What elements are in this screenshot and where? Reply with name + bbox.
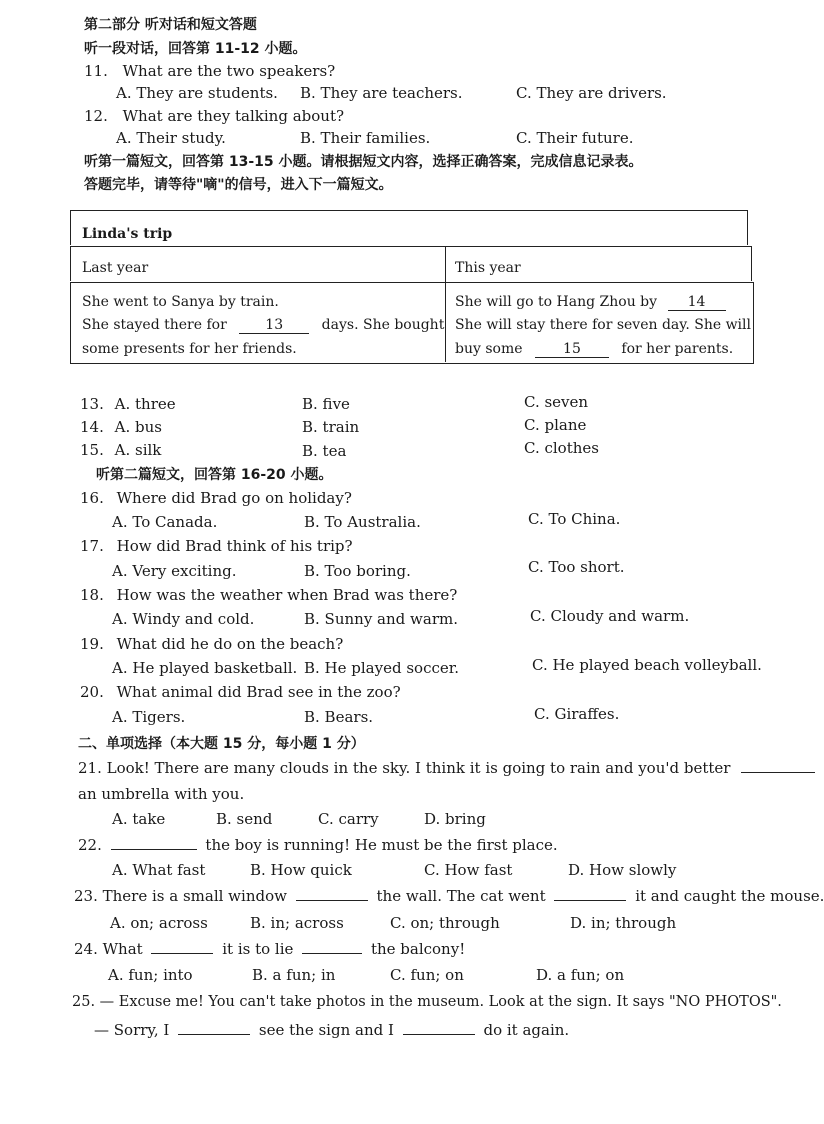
question-20 — [80, 683, 401, 701]
blank-24b — [302, 953, 362, 954]
question-stem: do it again. — [483, 1021, 570, 1039]
question-25: 25. — Excuse me! You can't take photos in the museum. Look at the sign. It says "NO PHOTOS". — [72, 994, 782, 1010]
question-24 — [74, 940, 465, 958]
right-line-3 — [455, 341, 733, 358]
option-18-a: A. Windy and cold. — [112, 610, 255, 628]
blank-21 — [741, 772, 815, 773]
option-15-b: B. tea — [302, 442, 347, 460]
option-21-b: B. send — [216, 810, 273, 828]
question-stem: 23. There is a small window — [74, 887, 287, 905]
question-number: 16. — [80, 489, 104, 507]
option-23-b: B. in; across — [250, 914, 344, 932]
left-line-2 — [82, 317, 444, 334]
blank-13: 13 — [239, 317, 309, 334]
option-11-c: C. They are drivers. — [516, 84, 667, 102]
option-20-a: A. Tigers. — [112, 708, 186, 726]
question-stem: How was the weather when Brad was there? — [116, 586, 458, 604]
question-21-cont: an umbrella with you. — [78, 785, 245, 803]
right-line-1 — [455, 294, 726, 311]
question-stem: the boy is running! He must be the first place. — [205, 836, 558, 854]
col-header-last-year: Last year — [82, 260, 149, 276]
table-header-row — [70, 246, 752, 281]
option-13-a: A. three — [114, 395, 176, 413]
question-stem: the balcony! — [370, 940, 466, 958]
option-17-b: B. Too boring. — [304, 562, 411, 580]
option-13-c: C. seven — [524, 393, 589, 411]
option-19-a: A. He played basketball. — [112, 659, 298, 677]
left-text: She stayed there for — [82, 317, 227, 333]
option-11-a: A. They are students. — [116, 84, 278, 102]
question-12 — [84, 107, 344, 125]
question-19 — [80, 635, 343, 653]
option-24-a: A. fun; into — [108, 966, 193, 984]
question-14 — [80, 418, 162, 436]
blank-23b — [554, 900, 626, 901]
option-21-d: D. bring — [424, 810, 486, 828]
question-stem: Where did Brad go on holiday? — [116, 489, 352, 507]
option-12-c: C. Their future. — [516, 129, 634, 147]
option-12-a: A. Their study. — [116, 129, 226, 147]
option-14-a: A. bus — [114, 418, 162, 436]
question-stem: What are they talking about? — [122, 107, 345, 125]
question-stem: the wall. The cat went — [376, 887, 546, 905]
question-11 — [84, 62, 335, 80]
question-number: 11. — [84, 62, 108, 80]
option-15-a: A. silk — [114, 441, 162, 459]
section2-title: 二、单项选择（本大题 15 分，每小题 1 分） — [78, 736, 365, 752]
section-title: 第二部分 听对话和短文答题 — [84, 17, 257, 33]
blank-22 — [111, 849, 197, 850]
question-number: 13. — [80, 395, 104, 413]
option-18-c: C. Cloudy and warm. — [530, 607, 690, 625]
right-text: buy some — [455, 341, 523, 357]
right-line-2: She will stay there for seven day. She will — [455, 317, 751, 333]
option-17-a: A. Very exciting. — [112, 562, 237, 580]
question-25-reply — [94, 1021, 569, 1039]
table-divider — [445, 246, 446, 362]
right-text: for her parents. — [621, 341, 734, 357]
blank-14: 14 — [668, 294, 726, 311]
passage1-instruction: 听第一篇短文，回答第 13-15 小题。请根据短文内容，选择正确答案，完成信息记录表。 — [84, 154, 643, 170]
option-22-b: B. How quick — [250, 861, 352, 879]
question-stem: — Sorry, I — [94, 1021, 170, 1039]
left-line-1: She went to Sanya by train. — [82, 294, 279, 310]
option-23-a: A. on; across — [110, 914, 208, 932]
option-22-c: C. How fast — [424, 861, 513, 879]
left-line-3: some presents for her friends. — [82, 341, 297, 357]
option-11-b: B. They are teachers. — [300, 84, 463, 102]
option-23-d: D. in; through — [570, 914, 677, 932]
question-number: 19. — [80, 635, 104, 653]
option-14-c: C. plane — [524, 416, 587, 434]
option-22-a: A. What fast — [112, 861, 206, 879]
left-text: days. She bought — [321, 317, 445, 333]
right-text: She will go to Hang Zhou by — [455, 294, 658, 310]
question-15 — [80, 441, 161, 459]
question-23 — [74, 887, 824, 905]
question-number: 15. — [80, 441, 104, 459]
question-21 — [78, 759, 815, 777]
option-21-a: A. take — [112, 810, 166, 828]
question-22 — [78, 836, 558, 854]
question-stem: 21. Look! There are many clouds in the sky. I think it is going to rain and you'd better — [78, 759, 731, 777]
option-15-c: C. clothes — [524, 439, 599, 457]
question-number: 17. — [80, 537, 104, 555]
question-stem: How did Brad think of his trip? — [116, 537, 353, 555]
question-number: 18. — [80, 586, 104, 604]
question-number: 22. — [78, 836, 102, 854]
option-22-d: D. How slowly — [568, 861, 677, 879]
option-24-b: B. a fun; in — [252, 966, 336, 984]
question-number: 20. — [80, 683, 104, 701]
option-24-d: D. a fun; on — [536, 966, 625, 984]
question-stem: What are the two speakers? — [122, 62, 336, 80]
option-20-b: B. Bears. — [304, 708, 374, 726]
blank-15: 15 — [535, 341, 609, 358]
option-16-c: C. To China. — [528, 510, 621, 528]
option-18-b: B. Sunny and warm. — [304, 610, 458, 628]
option-19-c: C. He played beach volleyball. — [532, 656, 762, 674]
option-13-b: B. five — [302, 395, 350, 413]
question-number: 14. — [80, 418, 104, 436]
question-stem: see the sign and I — [258, 1021, 394, 1039]
blank-25a — [178, 1034, 250, 1035]
passage2-instruction: 听第二篇短文，回答第 16-20 小题。 — [96, 467, 333, 483]
option-16-a: A. To Canada. — [112, 513, 218, 531]
dialog-instruction: 听一段对话，回答第 11-12 小题。 — [84, 41, 307, 57]
option-14-b: B. train — [302, 418, 360, 436]
question-stem: it and caught the mouse. — [635, 887, 824, 905]
option-24-c: C. fun; on — [390, 966, 464, 984]
option-12-b: B. Their families. — [300, 129, 431, 147]
option-19-b: B. He played soccer. — [304, 659, 460, 677]
blank-23a — [296, 900, 368, 901]
blank-24a — [151, 953, 213, 954]
question-stem: it is to lie — [222, 940, 294, 958]
question-16 — [80, 489, 352, 507]
option-21-c: C. carry — [318, 810, 379, 828]
question-stem: 24. What — [74, 940, 143, 958]
col-header-this-year: This year — [455, 260, 521, 276]
blank-25b — [403, 1034, 475, 1035]
question-18 — [80, 586, 457, 604]
option-23-c: C. on; through — [390, 914, 500, 932]
question-stem: What animal did Brad see in the zoo? — [116, 683, 401, 701]
option-16-b: B. To Australia. — [304, 513, 421, 531]
question-13 — [80, 395, 176, 413]
info-table — [70, 210, 752, 364]
table-title: Linda's trip — [82, 226, 173, 242]
option-20-c: C. Giraffes. — [534, 705, 620, 723]
option-17-c: C. Too short. — [528, 558, 625, 576]
question-17 — [80, 537, 353, 555]
question-stem: What did he do on the beach? — [116, 635, 344, 653]
passage1-instruction-2: 答题完毕，请等待"嘀"的信号，进入下一篇短文。 — [84, 177, 393, 193]
question-number: 12. — [84, 107, 108, 125]
